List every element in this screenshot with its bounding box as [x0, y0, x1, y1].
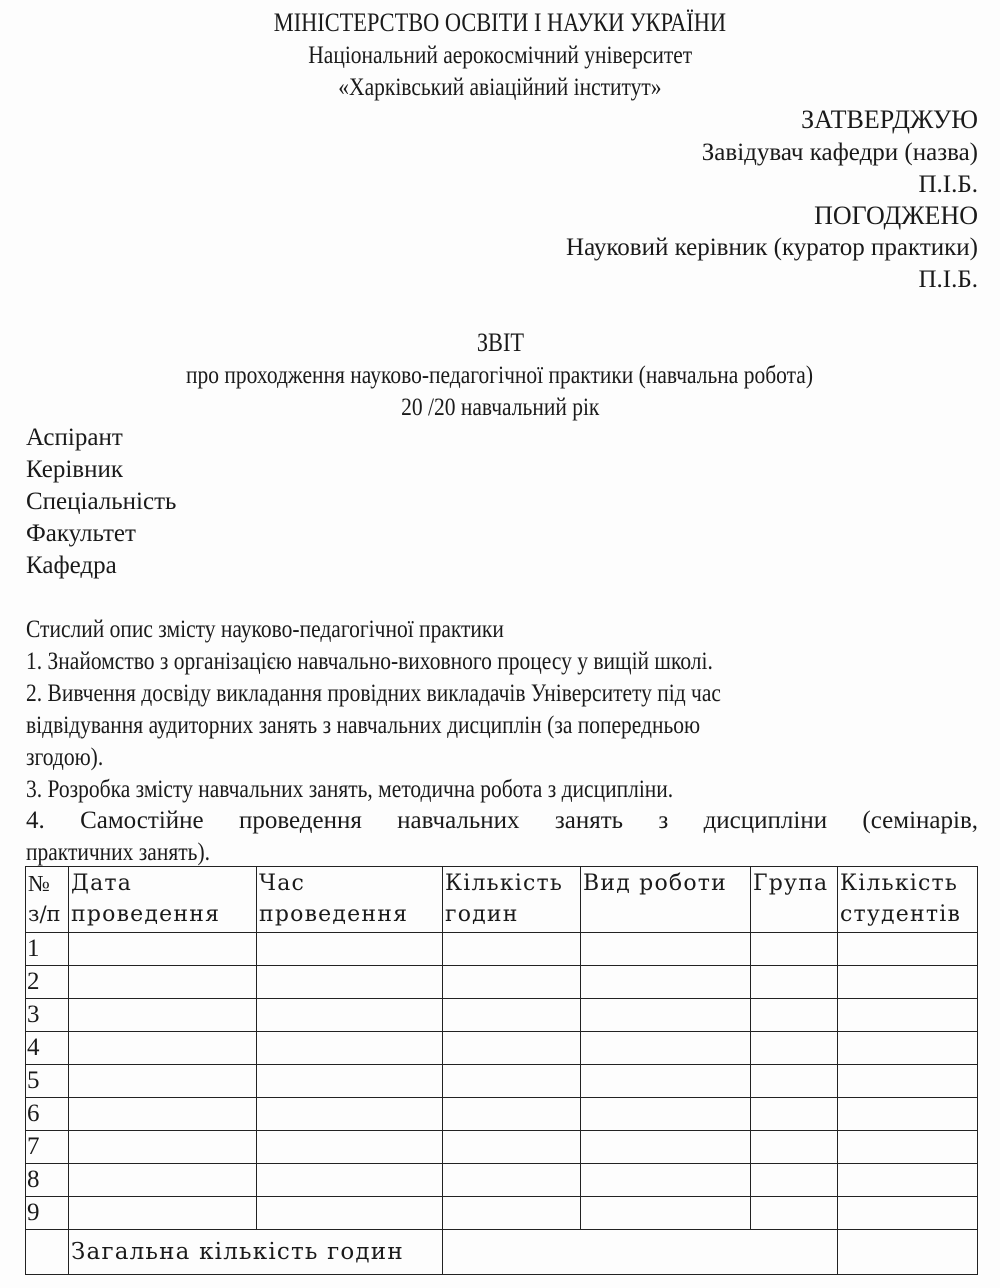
time-cell[interactable] [257, 966, 443, 999]
total-students-cell[interactable] [838, 1230, 978, 1275]
date-cell[interactable] [69, 966, 257, 999]
university-name: Національний аерокосмічний університет [308, 42, 692, 69]
ministry-title: МІНІСТЕРСТВО ОСВІТИ І НАУКИ УКРАЇНИ [273, 8, 727, 37]
group-cell[interactable] [751, 1065, 838, 1098]
date-cell[interactable] [69, 999, 257, 1032]
total-hours-value-cell[interactable] [443, 1230, 838, 1275]
work-type-cell[interactable] [581, 1065, 751, 1098]
header-number: № з/п [26, 867, 69, 933]
row-number: 7 [26, 1131, 69, 1164]
students-cell[interactable] [838, 1065, 978, 1098]
hours-cell[interactable] [443, 1164, 581, 1197]
work-type-cell[interactable] [581, 933, 751, 966]
description-item-1: 1. Знайомство з організацією навчально-виховного процесу у вищій школі. [26, 648, 713, 675]
hours-cell[interactable] [443, 1197, 581, 1230]
students-cell[interactable] [838, 933, 978, 966]
agreed-label: ПОГОДЖЕНО [814, 201, 978, 230]
row-number: 8 [26, 1164, 69, 1197]
header-date: Дата проведення [69, 867, 257, 933]
table-header-row [26, 867, 978, 933]
report-subtitle: про проходження науково-педагогічної практики (навчальна робота) [186, 362, 814, 389]
description-item-4-line-1: 4. Самостійне проведення навчальних занять з дисципліни (семінарів, [26, 807, 978, 834]
report-heading: ЗВІТ [476, 328, 524, 357]
head-of-department: Завідувач кафедри (назва) [701, 139, 978, 166]
table-row [26, 966, 978, 999]
hours-cell[interactable] [443, 1098, 581, 1131]
table-row [26, 933, 978, 966]
description-item-2-line-2: відвідування аудиторних занять з навчальних дисциплін (за попередньою [26, 712, 701, 739]
work-type-cell[interactable] [581, 1098, 751, 1131]
students-cell[interactable] [838, 1164, 978, 1197]
total-row [26, 1230, 978, 1275]
students-cell[interactable] [838, 1197, 978, 1230]
hours-cell[interactable] [443, 1131, 581, 1164]
field-postgraduate: Аспірант [26, 424, 123, 451]
table-row [26, 1032, 978, 1065]
time-cell[interactable] [257, 1065, 443, 1098]
time-cell[interactable] [257, 1098, 443, 1131]
header-students: Кількість студентів [838, 867, 978, 933]
date-cell[interactable] [69, 1098, 257, 1131]
group-cell[interactable] [751, 1098, 838, 1131]
work-type-cell[interactable] [581, 1131, 751, 1164]
date-cell[interactable] [69, 1197, 257, 1230]
group-cell[interactable] [751, 1032, 838, 1065]
work-type-cell[interactable] [581, 1164, 751, 1197]
group-cell[interactable] [751, 933, 838, 966]
head-name: П.І.Б. [918, 171, 978, 198]
total-number-cell [26, 1230, 69, 1275]
row-number: 5 [26, 1065, 69, 1098]
academic-year: 20 /20 навчальний рік [400, 394, 600, 421]
hours-cell[interactable] [443, 1065, 581, 1098]
group-cell[interactable] [751, 1164, 838, 1197]
work-type-cell[interactable] [581, 1197, 751, 1230]
header-hours: Кількість годин [443, 867, 581, 933]
description-item-3: 3. Розробка змісту навчальних занять, методична робота з дисципліни. [26, 776, 674, 803]
date-cell[interactable] [69, 1131, 257, 1164]
group-cell[interactable] [751, 999, 838, 1032]
total-hours-label: Загальна кількість годин [69, 1230, 443, 1275]
hours-cell[interactable] [443, 1032, 581, 1065]
group-cell[interactable] [751, 1131, 838, 1164]
hours-cell[interactable] [443, 966, 581, 999]
time-cell[interactable] [257, 1131, 443, 1164]
row-number: 6 [26, 1098, 69, 1131]
group-cell[interactable] [751, 1197, 838, 1230]
time-cell[interactable] [257, 1032, 443, 1065]
supervisor-name: П.І.Б. [918, 266, 978, 293]
header-time: Час проведення [257, 867, 443, 933]
students-cell[interactable] [838, 1098, 978, 1131]
hours-cell[interactable] [443, 933, 581, 966]
students-cell[interactable] [838, 966, 978, 999]
table-row [26, 1098, 978, 1131]
work-type-cell[interactable] [581, 1032, 751, 1065]
students-cell[interactable] [838, 1131, 978, 1164]
field-supervisor: Керівник [26, 456, 123, 483]
classes-log-table [25, 866, 978, 1275]
table-row [26, 1197, 978, 1230]
row-number: 2 [26, 966, 69, 999]
table-row [26, 1164, 978, 1197]
work-type-cell[interactable] [581, 966, 751, 999]
description-item-2-line-3: згодою). [26, 744, 104, 771]
description-item-2-line-1: 2. Вивчення досвіду викладання провідних викладачів Університету під час [26, 680, 721, 707]
group-cell[interactable] [751, 966, 838, 999]
time-cell[interactable] [257, 933, 443, 966]
supervisor: Науковий керівник (куратор практики) [566, 234, 978, 261]
header-group: Група [751, 867, 838, 933]
row-number: 3 [26, 999, 69, 1032]
date-cell[interactable] [69, 1164, 257, 1197]
date-cell[interactable] [69, 1032, 257, 1065]
date-cell[interactable] [69, 933, 257, 966]
time-cell[interactable] [257, 1164, 443, 1197]
students-cell[interactable] [838, 1032, 978, 1065]
field-department: Кафедра [26, 552, 117, 579]
work-type-cell[interactable] [581, 999, 751, 1032]
date-cell[interactable] [69, 1065, 257, 1098]
table-row [26, 1065, 978, 1098]
row-number: 9 [26, 1197, 69, 1230]
row-number: 1 [26, 933, 69, 966]
students-cell[interactable] [838, 999, 978, 1032]
time-cell[interactable] [257, 999, 443, 1032]
description-heading: Стислий опис змісту науково-педагогічної практики [26, 616, 504, 643]
table-row [26, 999, 978, 1032]
institute-name: «Харківський авіаційний інститут» [338, 74, 662, 101]
time-cell[interactable] [257, 1197, 443, 1230]
field-specialty: Спеціальність [26, 488, 177, 515]
description-item-4-line-2: практичних занять). [26, 839, 210, 866]
approved-label: ЗАТВЕРДЖУЮ [801, 105, 978, 134]
row-number: 4 [26, 1032, 69, 1065]
header-work-type: Вид роботи [581, 867, 751, 933]
field-faculty: Факультет [26, 520, 136, 547]
hours-cell[interactable] [443, 999, 581, 1032]
table-row [26, 1131, 978, 1164]
